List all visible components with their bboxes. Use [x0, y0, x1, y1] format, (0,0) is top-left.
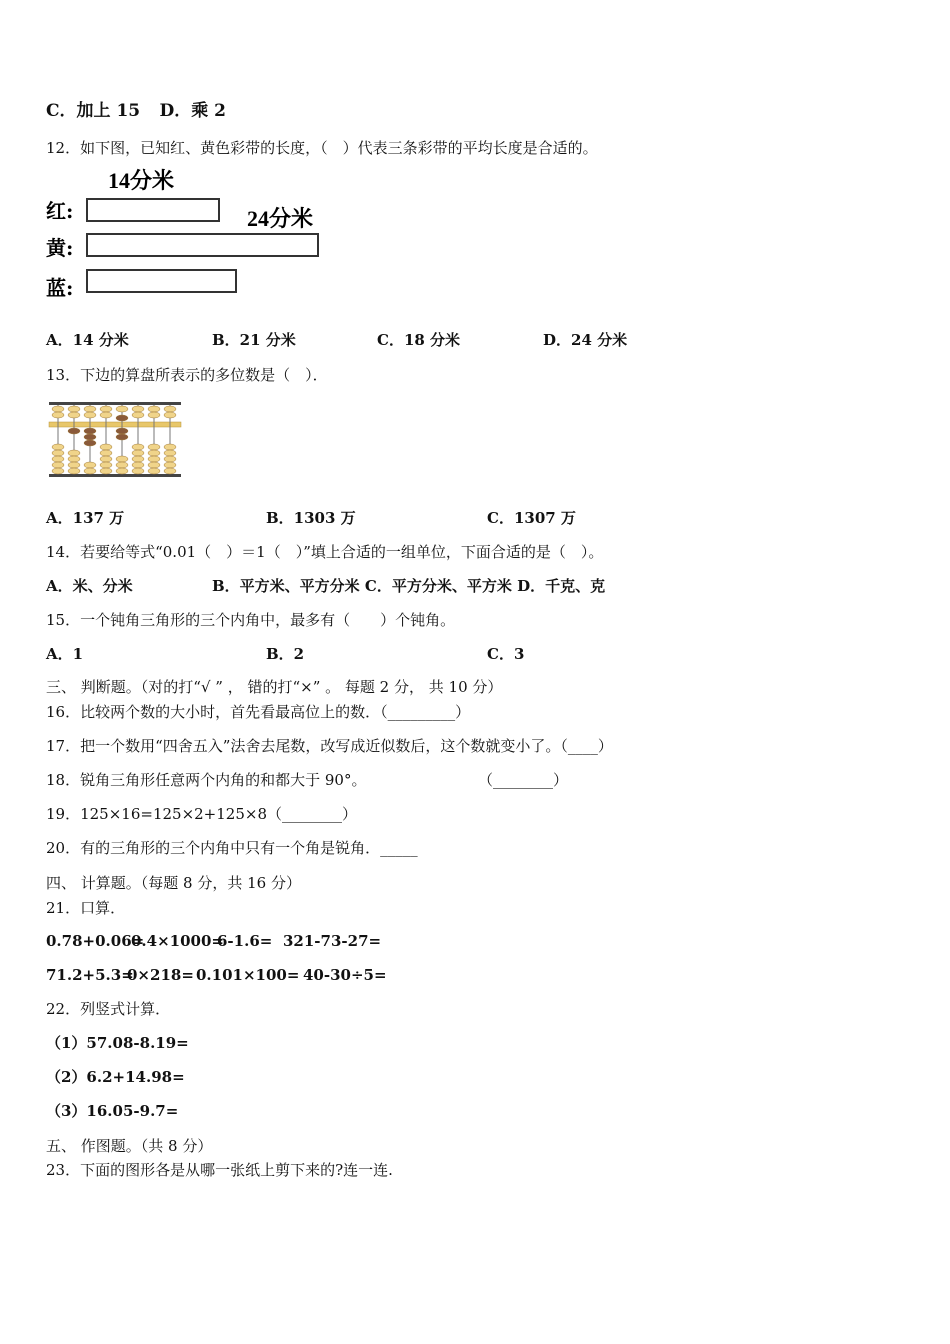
yellow-label: 黄:: [46, 236, 74, 260]
abacus-bead: [132, 456, 144, 462]
red-length-label: 14分米: [108, 168, 175, 193]
q23-text: 23．下面的图形各是从哪一张纸上剪下来的?连一连.: [46, 1161, 393, 1179]
q13-option-a: A．137 万: [46, 509, 125, 527]
abacus-bead: [148, 462, 160, 468]
abacus-bead: [52, 462, 64, 468]
q11-option-c: C．加上 15: [46, 101, 141, 121]
abacus-bead: [116, 462, 128, 468]
abacus-bead: [116, 434, 128, 440]
q12-option-a: A．14 分米: [46, 331, 129, 349]
abacus-beam: [49, 422, 181, 427]
abacus-bead: [100, 406, 112, 412]
q19-text: 19．125×16=125×2+125×8（________）: [46, 805, 357, 823]
q11-option-d: D．乘 2: [159, 101, 227, 121]
q21-row2-item1: 71.2+5.3=: [46, 966, 134, 984]
red-label: 红:: [46, 199, 74, 223]
blue-ribbon: [87, 270, 236, 292]
abacus-bead: [164, 468, 176, 474]
section-3-title: 三、 判断题。（对的打“√ ” ， 错的打“×” 。 每题 2 分， 共 10 分）: [46, 678, 503, 696]
abacus-bead: [116, 406, 128, 412]
q20-text: 20．有的三角形的三个内角中只有一个角是锐角．_____: [46, 839, 418, 857]
abacus-bead: [68, 456, 80, 462]
abacus-bead: [148, 468, 160, 474]
q14-stem: 14．若要给等式“0.01（ ）＝1（ ）”填上合适的一组单位，下面合适的是（ ）。: [46, 543, 604, 561]
abacus-bead: [52, 444, 64, 450]
abacus-bead: [84, 440, 96, 446]
q16-text: 16．比较两个数的大小时，首先看最高位上的数．（_________）: [46, 703, 471, 721]
abacus-bead: [164, 406, 176, 412]
abacus-bead: [52, 406, 64, 412]
abacus-bead: [132, 468, 144, 474]
red-ribbon: [87, 199, 219, 221]
q12-option-d: D．24 分米: [543, 331, 628, 349]
abacus-bottom-frame: [49, 474, 181, 477]
abacus-bead: [84, 468, 96, 474]
abacus-bead: [100, 468, 112, 474]
abacus-bead: [132, 450, 144, 456]
abacus-bead: [100, 412, 112, 418]
q18-text: 18．锐角三角形任意两个内角的和都大于 90°。: [46, 771, 367, 789]
abacus-bead: [148, 456, 160, 462]
abacus-bead: [100, 450, 112, 456]
abacus-bead: [52, 450, 64, 456]
abacus-bead: [84, 406, 96, 412]
q14-option-bcd: B．平方米、平方分米 C．平方分米、平方米 D．千克、克: [212, 577, 606, 595]
q21-row1-item3: 6-1.6=: [217, 932, 273, 950]
abacus-bead: [68, 450, 80, 456]
abacus-bead: [68, 412, 80, 418]
abacus-bead: [164, 444, 176, 450]
q12-option-b: B．21 分米: [212, 331, 296, 349]
abacus-bead: [84, 434, 96, 440]
q22-item-1: （1）57.08-8.19=: [46, 1034, 189, 1052]
abacus-bead: [84, 428, 96, 434]
abacus-bead: [132, 462, 144, 468]
q12-option-c: C．18 分米: [377, 331, 461, 349]
abacus-bead: [116, 468, 128, 474]
abacus-bead: [100, 462, 112, 468]
q18-blank: （________）: [478, 771, 569, 789]
abacus-bead: [132, 406, 144, 412]
q21-row2-item3: 0.101×100=: [196, 966, 300, 984]
abacus-bead: [68, 468, 80, 474]
q21-row1-item2: 0.4×1000=: [131, 932, 224, 950]
q21-stem: 21．口算．: [46, 899, 126, 917]
abacus-bead: [84, 462, 96, 468]
q13-option-c: C．1307 万: [487, 509, 576, 527]
q13-option-b: B．1303 万: [266, 509, 356, 527]
abacus-bead: [52, 412, 64, 418]
abacus-bead: [148, 406, 160, 412]
abacus-bead: [52, 456, 64, 462]
blue-label: 蓝:: [46, 276, 74, 300]
ribbon-figure: [40, 166, 340, 306]
abacus-bead: [148, 412, 160, 418]
abacus-top-frame: [49, 402, 181, 405]
abacus-figure: [46, 398, 186, 480]
q17-text: 17．把一个数用“四舍五入”法舍去尾数，改写成近似数后，这个数就变小了。（____）: [46, 737, 613, 755]
yellow-ribbon: [87, 234, 318, 256]
abacus-bead: [116, 456, 128, 462]
abacus-bead: [52, 468, 64, 474]
q21-row1-item1: 0.78+0.06=: [46, 932, 145, 950]
abacus-bead: [164, 456, 176, 462]
abacus-bead: [148, 444, 160, 450]
q22-item-3: （3）16.05-9.7=: [46, 1102, 179, 1120]
q21-row2-item2: 0×218=: [127, 966, 194, 984]
abacus-bead: [116, 415, 128, 421]
abacus-bead: [68, 462, 80, 468]
abacus-bead: [164, 412, 176, 418]
section-5-title: 五、 作图题。（共 8 分）: [46, 1137, 213, 1155]
q22-stem: 22．列竖式计算．: [46, 1000, 171, 1018]
abacus-bead: [100, 444, 112, 450]
q21-row1-item4: 321-73-27=: [283, 932, 382, 950]
abacus-bead: [132, 412, 144, 418]
abacus-bead: [84, 412, 96, 418]
abacus-bead: [164, 450, 176, 456]
abacus-bead: [68, 406, 80, 412]
q22-item-2: （2）6.2+14.98=: [46, 1068, 185, 1086]
yellow-length-label: 24分米: [247, 206, 314, 231]
abacus-bead: [100, 456, 112, 462]
q15-option-c: C．3: [487, 645, 525, 663]
q14-option-a: A．米、分米: [46, 577, 133, 595]
section-4-title: 四、 计算题。（每题 8 分，共 16 分）: [46, 874, 301, 892]
abacus-bead: [132, 444, 144, 450]
q15-stem: 15．一个钝角三角形的三个内角中，最多有（ ）个钝角。: [46, 611, 456, 629]
q15-option-a: A．1: [46, 645, 84, 663]
abacus-bead: [148, 450, 160, 456]
q21-row2-item4: 40-30÷5=: [303, 966, 387, 984]
q12-stem: 12．如下图，已知红、黄色彩带的长度，（ ）代表三条彩带的平均长度是合适的。: [46, 139, 598, 157]
q15-option-b: B．2: [266, 645, 305, 663]
abacus-bead: [116, 428, 128, 434]
abacus-bead: [68, 428, 80, 434]
abacus-bead: [164, 462, 176, 468]
q13-stem: 13．下边的算盘所表示的多位数是（ ）．: [46, 366, 328, 384]
